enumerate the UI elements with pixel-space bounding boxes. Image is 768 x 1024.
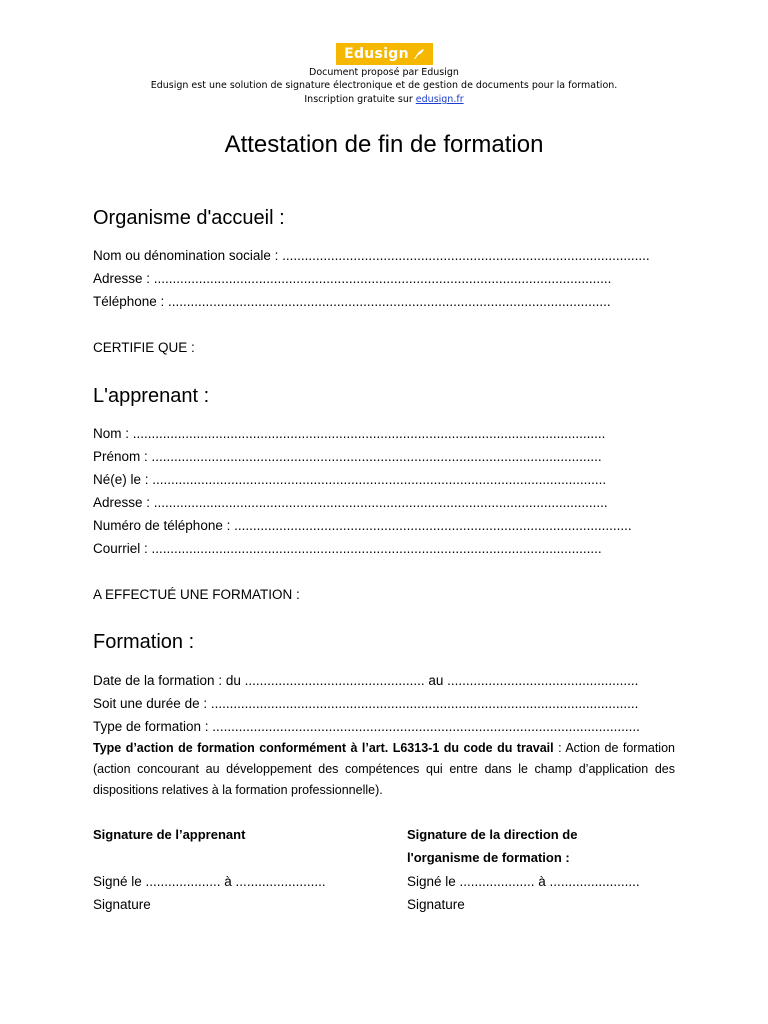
certifie-label: CERTIFIE QUE : (93, 340, 195, 355)
header-line-2: Edusign est une solution de signature électronique et de gestion de documents pour la formation. (150, 80, 618, 91)
effectue-label: A EFFECTUÉ UNE FORMATION : (93, 587, 300, 602)
edusign-link[interactable]: edusign.fr (415, 94, 464, 105)
field-apprenant-ne-le: Né(e) le : ......................................................................................................................... (93, 472, 607, 487)
field-apprenant-courriel: Courriel : ........................................................................................................................ (93, 541, 602, 556)
field-apprenant-nom: Nom : .............................................................................................................................. (93, 426, 606, 441)
field-formation-type: Type de formation : .................................................................................................................. (93, 719, 640, 734)
action-paragraph-bold: Type d’action de formation conformément à l’art. L6313-1 du code du travail (93, 741, 554, 755)
quill-icon (413, 48, 425, 60)
action-paragraph (93, 738, 675, 801)
field-organisme-adresse: Adresse : .......................................................................................................................... (93, 271, 612, 286)
signature-direction-signe-le: Signé le .................... à ........................ (407, 874, 640, 889)
signature-apprenant-signe-le: Signé le .................... à ........................ (93, 874, 326, 889)
page-title: Attestation de fin de formation (224, 131, 544, 158)
header-line-1: Document proposé par Edusign (309, 67, 459, 78)
signature-direction-heading-2: l'organisme de formation : (407, 850, 570, 865)
field-organisme-nom: Nom ou dénomination sociale : .................................................................................................. (93, 248, 650, 263)
logo-text: Edusign (344, 46, 409, 62)
field-apprenant-adresse: Adresse : ......................................................................................................................... (93, 495, 608, 510)
field-apprenant-telephone: Numéro de téléphone : .......................................................................................................... (93, 518, 632, 533)
section-heading-apprenant: L'apprenant : (93, 385, 210, 407)
header-line-3-prefix: Inscription gratuite sur (304, 94, 416, 105)
edusign-logo (336, 43, 433, 65)
signature-apprenant-label: Signature (93, 897, 151, 912)
field-apprenant-prenom: Prénom : ........................................................................................................................ (93, 449, 602, 464)
signature-direction-heading-1: Signature de la direction de (407, 827, 578, 842)
section-heading-formation: Formation : (93, 631, 195, 653)
action-paragraph-rest: : Action de formation (action concourant au développement des compétences qui entre dans le champ d’application des dispositions relatives à la formation professionnelle). (93, 741, 675, 797)
header-line-3 (0, 93, 768, 106)
field-organisme-telephone: Téléphone : ...................................................................................................................... (93, 294, 611, 309)
field-formation-date: Date de la formation : du ................................................ au ................................................... (93, 673, 639, 688)
signature-direction-label: Signature (407, 897, 465, 912)
field-formation-duree: Soit une durée de : .................................................................................................................. (93, 696, 639, 711)
signature-apprenant-heading: Signature de l’apprenant (93, 827, 246, 842)
section-heading-organisme: Organisme d'accueil : (93, 207, 285, 229)
